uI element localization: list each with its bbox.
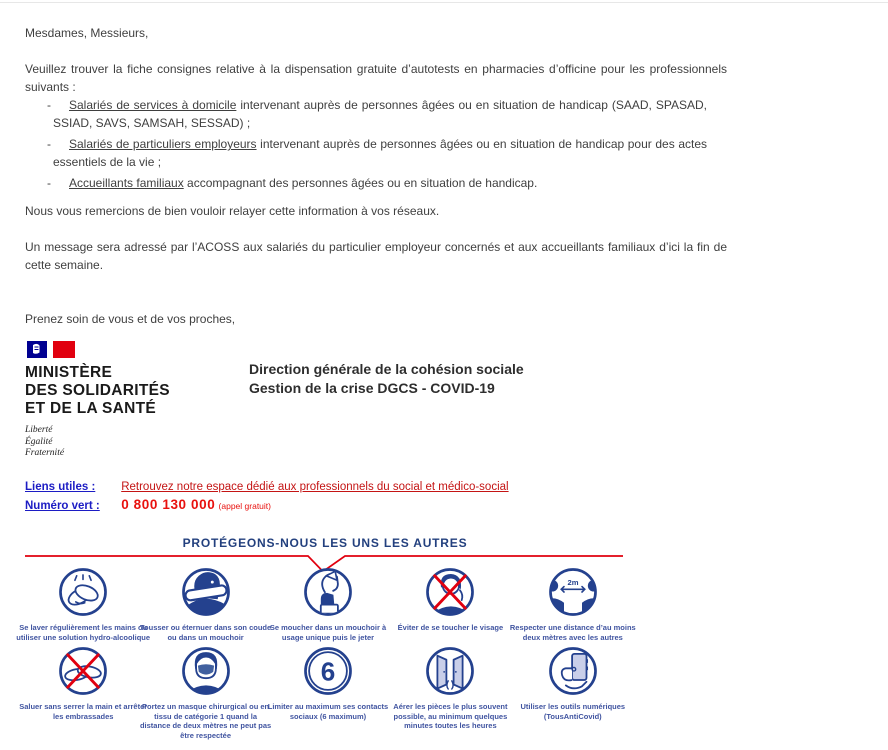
- cough-in-elbow-icon: [179, 565, 233, 619]
- bullet-item-services-domicile: [47, 96, 707, 132]
- protection-icon-cell: [267, 565, 389, 642]
- acoss-paragraph: Un message sera adressé par l’ACOSS aux salariés du particulier employeur concernés et aux accueillants familiaux d’ici la fin de cette semaine.: [25, 240, 727, 272]
- intro-paragraph: Veuillez trouver la fiche consignes relative à la dispensation gratuite d’autotests en pharmacies d’officine pour les professionnels suivants :: [25, 62, 727, 94]
- useful-links-label: Liens utiles :: [25, 481, 96, 493]
- bullet-text: intervenant auprès de personnes âgées ou en situation de handicap pour des actes essentiels de la vie ;: [53, 137, 708, 169]
- motto-line: Liberté: [25, 425, 53, 435]
- greeting: Mesdames, Messieurs,: [25, 26, 149, 40]
- face-mask-icon: [179, 644, 233, 698]
- direction-line: Direction générale de la cohésion sociale: [249, 361, 524, 377]
- top-divider: [0, 2, 888, 3]
- ministry-name-line: DES SOLIDARITÉS: [25, 382, 170, 399]
- wash-hands-icon: [56, 565, 110, 619]
- icon-caption: Saluer sans serrer la main et arrêter les embrassades: [19, 702, 148, 721]
- ministry-name-line: MINISTÈRE: [25, 364, 113, 381]
- no-handshake-icon: [56, 644, 110, 698]
- bullet-lead-underlined: Salariés de services à domicile: [69, 98, 237, 112]
- motto-line: Égalité: [25, 436, 53, 447]
- protection-icon-cell: [389, 565, 511, 642]
- icon-caption: Se laver régulièrement les mains ou utiliser une solution hydro-alcoolique: [16, 623, 151, 642]
- icon-caption: Respecter une distance d’au moins deux mètres avec les autres: [509, 623, 636, 642]
- bullet-item-particuliers-employeurs: [47, 135, 708, 171]
- distance-label: 2m: [567, 577, 579, 587]
- links-block: [25, 478, 509, 515]
- digital-tools-phone-icon: [546, 644, 600, 698]
- bullet-lead-underlined: Accueillants familiaux: [69, 176, 184, 190]
- icon-caption: Tousser ou éternuer dans son coude ou dans un mouchoir: [140, 623, 272, 642]
- hotline-label: Numéro vert :: [25, 500, 100, 512]
- blow-nose-tissue-icon: [301, 565, 355, 619]
- protection-icon-cell: [19, 644, 148, 740]
- icon-caption: Portez un masque chirurgical ou en tissu de catégorie 1 quand la distance de deux mètres ne peut pas être respectée: [139, 702, 272, 740]
- avoid-touching-face-icon: [423, 565, 477, 619]
- french-flag-icon: [27, 341, 76, 359]
- icon-caption: Éviter de se toucher le visage: [397, 623, 504, 632]
- protection-icon-cell: [16, 565, 151, 642]
- protection-icons-grid: [16, 565, 636, 740]
- closing-line: Prenez soin de vous et de vos proches,: [25, 312, 236, 326]
- bullet-text: intervenant auprès de personnes âgées ou en situation de handicap (SAAD, SPASAD, SSIAD, SAVS, SAMSAH, SESSAD) ;: [53, 98, 707, 130]
- hotline-note: (appel gratuit): [218, 501, 271, 511]
- protection-icon-cell: [389, 644, 511, 740]
- bullet-dash: -: [47, 137, 51, 151]
- direction-title: [249, 360, 524, 397]
- icon-caption: Limiter au maximum ses contacts sociaux (6 maximum): [267, 702, 389, 721]
- icon-caption: Se moucher dans un mouchoir à usage unique puis le jeter: [269, 623, 387, 642]
- bullet-item-accueillants-familiaux: [47, 174, 707, 192]
- hotline-row: [25, 496, 509, 515]
- ventilate-rooms-icon: [423, 644, 477, 698]
- bullet-list: [25, 96, 727, 192]
- bullet-text: accompagnant des personnes âgées ou en situation de handicap.: [183, 176, 538, 190]
- two-meter-distance-icon: [546, 565, 600, 619]
- useful-links-row: [25, 478, 509, 496]
- bullet-dash: -: [47, 98, 51, 112]
- ministry-name-line: ET DE LA SANTÉ: [25, 400, 157, 417]
- ministry-name: [25, 364, 235, 418]
- motto-line: Fraternité: [25, 448, 65, 458]
- protection-icon-cell: [267, 644, 389, 740]
- protection-icon-cell: [512, 644, 634, 740]
- thanks-paragraph: Nous vous remercions de bien vouloir relayer cette information à vos réseaux.: [25, 204, 440, 218]
- bullet-lead-underlined: Salariés de particuliers employeurs: [69, 137, 257, 151]
- protection-icon-cell: [139, 644, 272, 740]
- republic-motto: [25, 425, 235, 460]
- icon-caption: Aérer les pièces le plus souvent possible, au minimum quelques minutes toutes les heures: [393, 702, 508, 730]
- hotline-number: 0 800 130 000: [121, 497, 216, 512]
- six-label: 6: [320, 656, 336, 687]
- limit-contacts-six-icon: [301, 644, 355, 698]
- bullet-dash: -: [47, 176, 51, 190]
- protection-icon-cell: [140, 565, 272, 642]
- ministry-logo: [25, 341, 235, 460]
- useful-links-hyperlink[interactable]: Retrouvez notre espace dédié aux professionnels du social et médico-social: [121, 481, 509, 493]
- protection-icon-cell: [509, 565, 636, 642]
- direction-line: Gestion de la crise DGCS - COVID-19: [249, 379, 495, 396]
- icon-caption: Utiliser les outils numériques (TousAntiCovid): [520, 702, 626, 721]
- protection-banner-title: PROTÉGEONS-NOUS LES UNS LES AUTRES: [182, 536, 468, 550]
